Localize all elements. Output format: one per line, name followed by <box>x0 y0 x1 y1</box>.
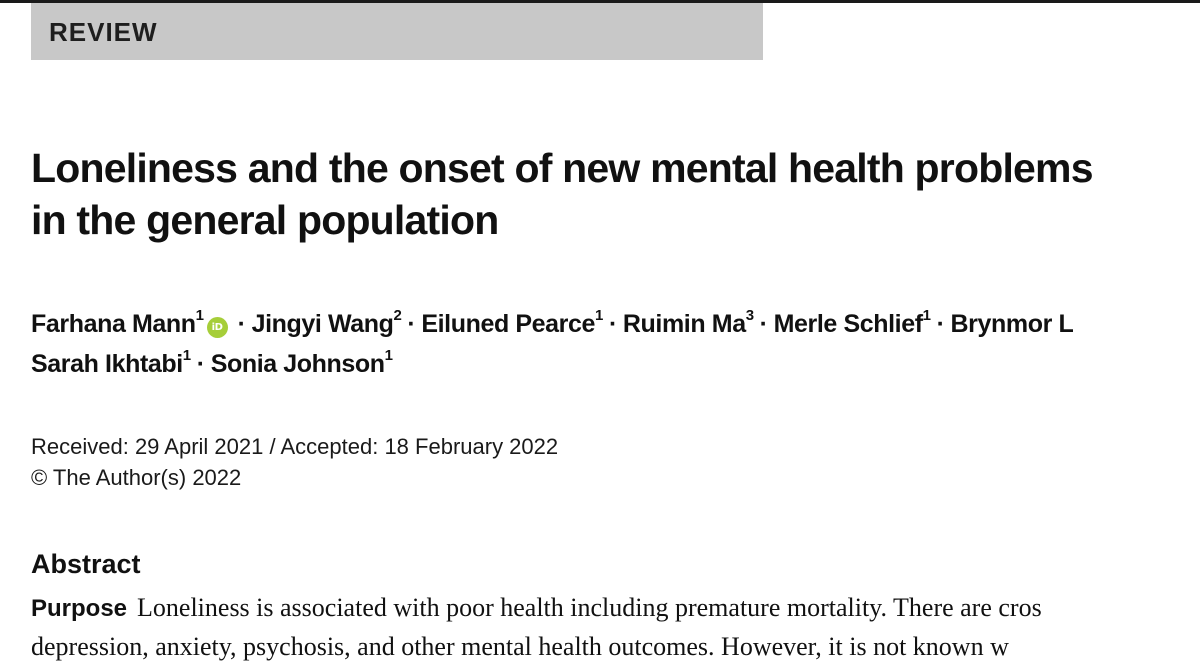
article-type-label: REVIEW <box>49 17 158 47</box>
author-separator: · <box>237 310 246 338</box>
author-name[interactable]: Sonia Johnson <box>210 350 385 378</box>
author-name[interactable]: Eiluned Pearce <box>421 310 596 338</box>
affiliation-marker: 1 <box>922 307 931 324</box>
author-list <box>31 304 1200 384</box>
author-separator: · <box>196 350 205 378</box>
affiliation-marker: 1 <box>595 307 603 324</box>
affiliation-marker: 1 <box>182 347 191 364</box>
abstract-heading: Abstract <box>31 549 141 579</box>
author-name[interactable]: Ruimin Ma <box>622 310 746 338</box>
orcid-icon[interactable]: iD <box>207 317 228 338</box>
publication-history <box>31 431 558 493</box>
received-accepted-dates: Received: 29 April 2021 / Accepted: 18 February 2022 <box>31 434 559 459</box>
author-name[interactable]: Brynmor L <box>950 310 1074 338</box>
author-name[interactable]: Jingyi Wang <box>251 310 394 338</box>
author-separator: · <box>936 310 945 338</box>
author-separator: · <box>608 310 617 338</box>
abstract-line: depression, anxiety, psychosis, and other mental health outcomes. However, it is not known w <box>31 632 1009 661</box>
affiliation-marker: 3 <box>745 307 754 324</box>
article-title-line: in the general population <box>31 197 499 243</box>
abstract-line <box>31 589 1200 628</box>
abstract-text: Loneliness is associated with poor health including premature mortality. There are cros <box>137 593 1042 622</box>
article-title-line: Loneliness and the onset of new mental health problems <box>31 145 1093 191</box>
author-name[interactable]: Sarah Ikhtabi <box>31 350 183 378</box>
author-name[interactable]: Merle Schlief <box>773 310 923 338</box>
copyright-notice: © The Author(s) 2022 <box>31 465 242 490</box>
affiliation-marker: 1 <box>195 307 204 324</box>
affiliation-marker: 2 <box>393 307 402 324</box>
purpose-label: Purpose <box>31 595 128 622</box>
article-type-band <box>31 3 763 60</box>
article-title <box>31 142 1191 246</box>
author-row <box>31 304 1200 344</box>
abstract-body <box>31 589 1200 666</box>
affiliation-marker: 1 <box>384 347 393 364</box>
author-separator: · <box>407 310 416 338</box>
author-row <box>31 344 1200 384</box>
author-separator: · <box>759 310 768 338</box>
author-name[interactable]: Farhana Mann <box>31 310 196 338</box>
